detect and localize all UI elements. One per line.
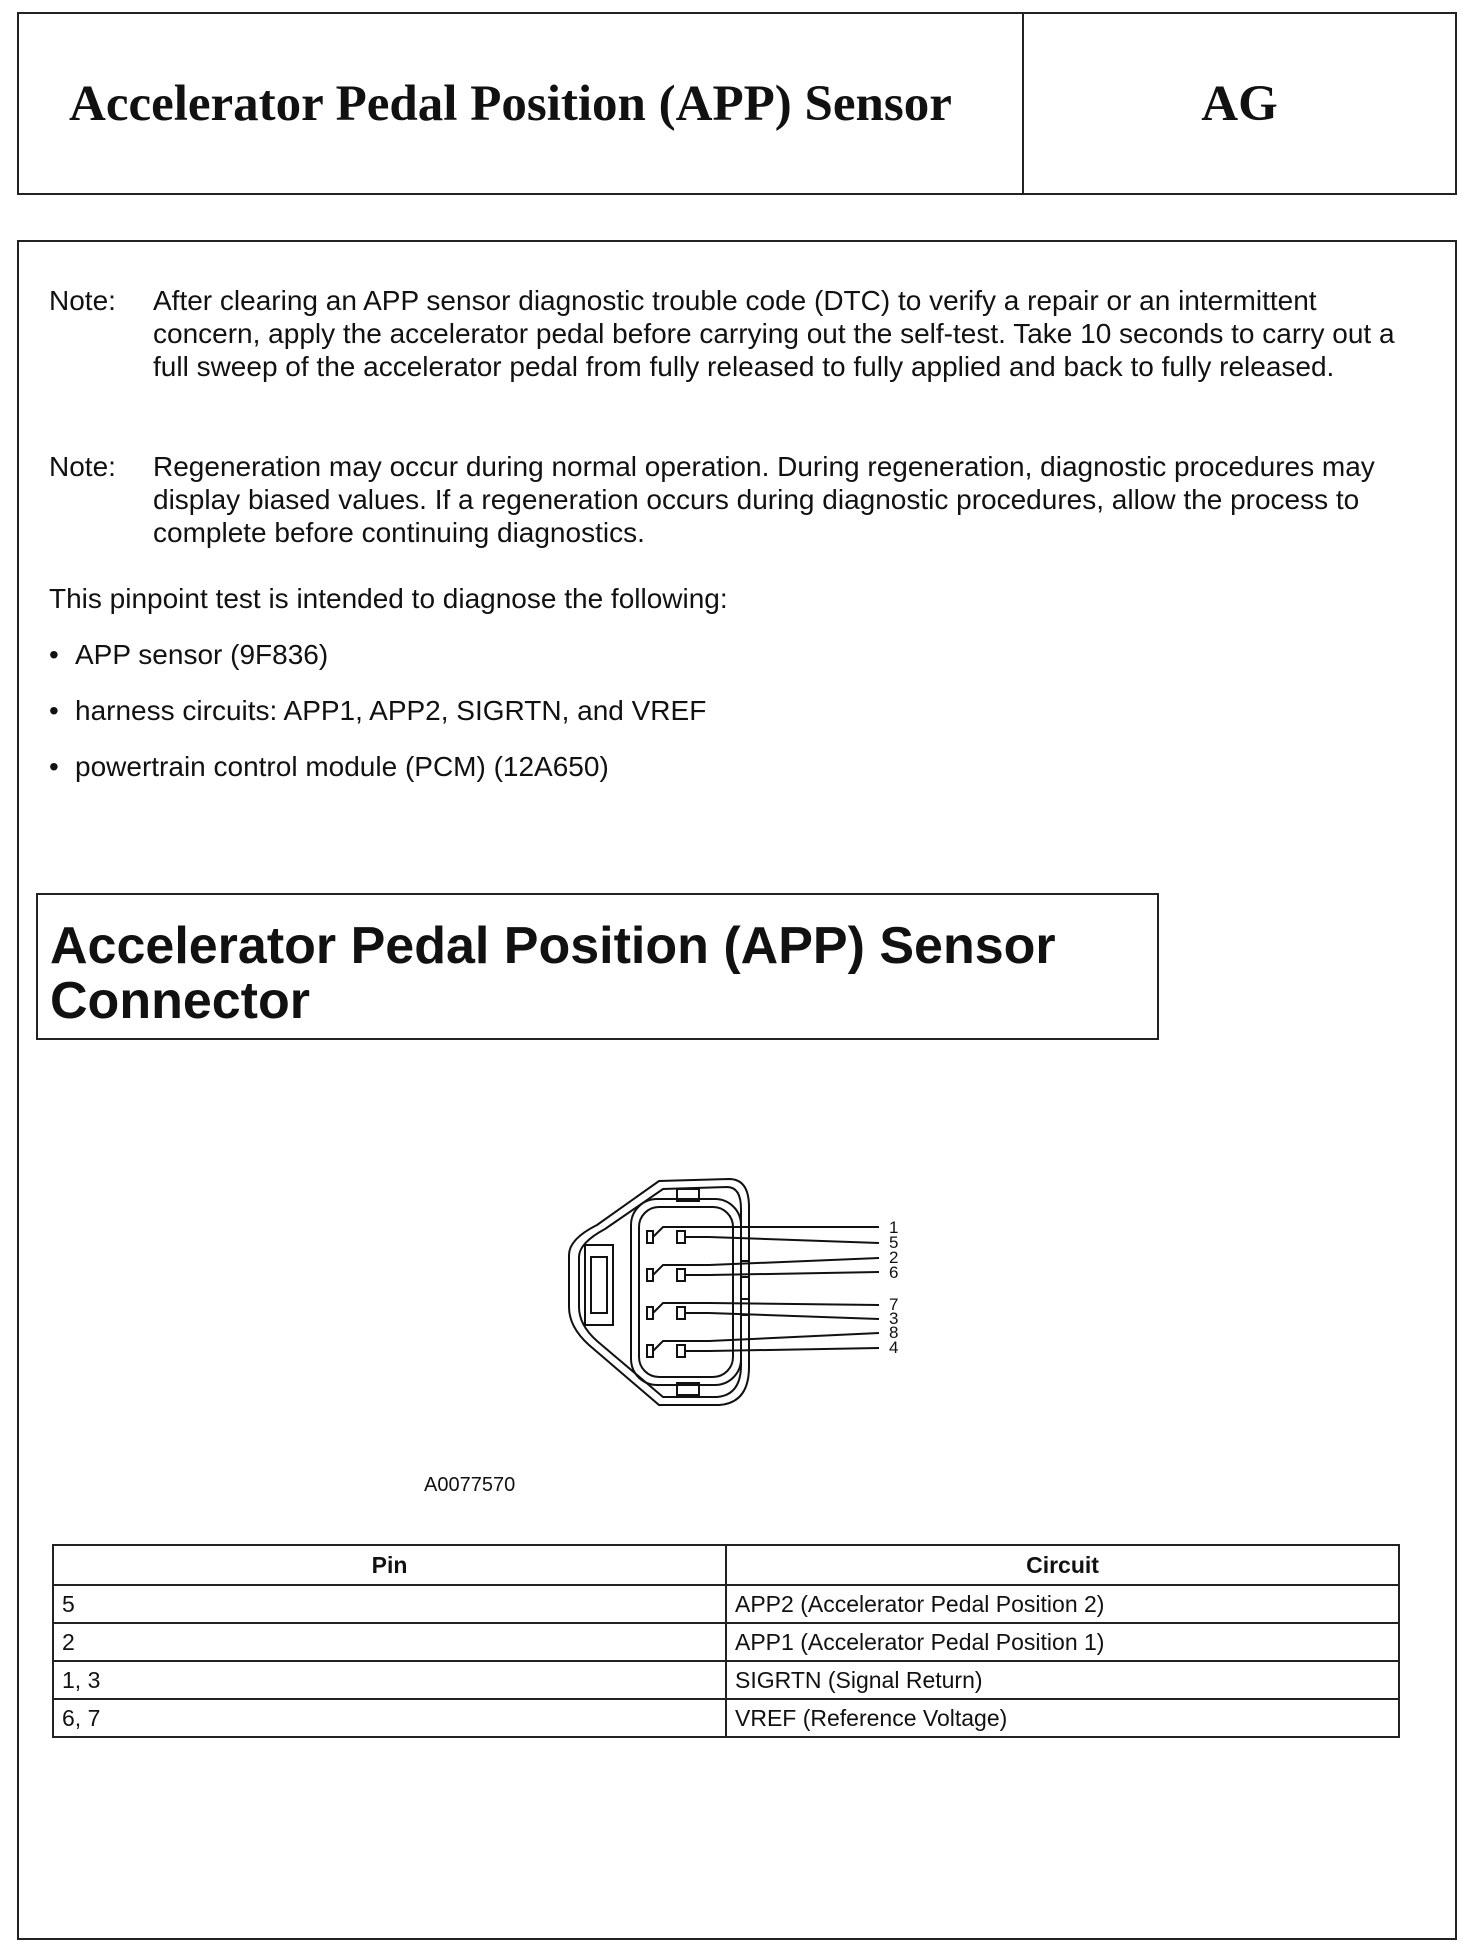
- pin-callout-4: 4: [889, 1338, 899, 1357]
- leader-line-8: [709, 1333, 879, 1341]
- pin-callout-2: 2: [889, 1248, 899, 1267]
- header-code-cell: [1024, 14, 1455, 193]
- bullet-icon: •: [49, 751, 59, 782]
- intro-text: This pinpoint test is intended to diagnose the following:: [49, 583, 728, 614]
- list-item-text: powertrain control module (PCM) (12A650): [75, 751, 609, 782]
- section-code: AG: [1201, 75, 1278, 132]
- pin-cell: 6, 7: [53, 1699, 726, 1737]
- leader-line-6: [709, 1272, 879, 1275]
- bullet-icon: •: [49, 695, 59, 726]
- note-label: Note:: [49, 285, 116, 316]
- pin-callout-7: 7: [889, 1295, 899, 1314]
- header-title-cell: [19, 14, 1024, 193]
- list-item: [49, 694, 706, 750]
- pin-cell: 5: [53, 1585, 726, 1623]
- diagnose-list: [49, 638, 706, 806]
- table-row: [53, 1623, 1399, 1661]
- pin-cavity: [677, 1307, 685, 1319]
- pin-cavity: [647, 1307, 653, 1319]
- pin-cell: 2: [53, 1623, 726, 1661]
- pin-cavity: [647, 1231, 653, 1243]
- note-text: After clearing an APP sensor diagnostic trouble code (DTC) to verify a repair or an intermittent concern, apply the accelerator pedal before carrying out the self-test. Take 10 seconds to carry out a full sweep of the accelerator pedal from fully released to fully applied and back to fully released.: [153, 285, 1395, 382]
- column-header-circuit: Circuit: [726, 1545, 1399, 1585]
- connector-key-side: [741, 1299, 749, 1315]
- table-header-row: [53, 1545, 1399, 1585]
- circuit-cell: VREF (Reference Voltage): [726, 1699, 1399, 1737]
- note-text: Regeneration may occur during normal operation. During regeneration, diagnostic procedures may display biased values. If a regeneration occurs during diagnostic procedures, allow the process to complete before continuing diagnostics.: [153, 451, 1375, 548]
- connector-outer-housing: [569, 1179, 749, 1405]
- list-item-text: APP sensor (9F836): [75, 639, 329, 670]
- connector-latch-inner: [591, 1257, 607, 1313]
- note-2: [49, 450, 1429, 549]
- pin-callout-6: 6: [889, 1263, 899, 1282]
- pin-cavity: [677, 1345, 685, 1357]
- pin-cavity: [647, 1345, 653, 1357]
- connector-housing-inner-line: [579, 1187, 741, 1397]
- circuit-cell: SIGRTN (Signal Return): [726, 1661, 1399, 1699]
- page-header: [17, 12, 1457, 195]
- leader-line-2: [709, 1258, 879, 1265]
- table-row: [53, 1661, 1399, 1699]
- pin-cavity: [647, 1269, 653, 1281]
- list-item-text: harness circuits: APP1, APP2, SIGRTN, and VREF: [75, 695, 707, 726]
- connector-diagram: [559, 1167, 929, 1417]
- pin-cavity: [677, 1269, 685, 1281]
- table-row: [53, 1585, 1399, 1623]
- column-header-pin: Pin: [53, 1545, 726, 1585]
- content-panel: [17, 240, 1457, 1940]
- pin-callout-5: 5: [889, 1233, 899, 1252]
- note-label: Note:: [49, 451, 116, 482]
- pin-cavity: [677, 1231, 685, 1243]
- list-item: [49, 638, 706, 694]
- leader-line-4: [709, 1348, 879, 1351]
- leader-line-5: [709, 1237, 879, 1243]
- leader-line-7: [709, 1303, 879, 1305]
- pin-callout-8: 8: [889, 1323, 899, 1342]
- pin-callout-3: 3: [889, 1309, 899, 1328]
- pin-cell: 1, 3: [53, 1661, 726, 1699]
- figure-id: A0077570: [424, 1474, 516, 1496]
- pin-callout-1: 1: [889, 1218, 899, 1237]
- connector-section-heading: [36, 893, 1159, 1040]
- section-title: Accelerator Pedal Position (APP) Sensor Connector: [50, 917, 1056, 1030]
- table-row: [53, 1699, 1399, 1737]
- page-title: Accelerator Pedal Position (APP) Sensor: [69, 75, 952, 132]
- pin-circuit-table: [52, 1544, 1400, 1738]
- circuit-cell: APP1 (Accelerator Pedal Position 1): [726, 1623, 1399, 1661]
- bullet-icon: •: [49, 639, 59, 670]
- list-item: [49, 750, 706, 806]
- circuit-cell: APP2 (Accelerator Pedal Position 2): [726, 1585, 1399, 1623]
- leader-line-3: [709, 1313, 879, 1319]
- note-1: [49, 284, 1429, 383]
